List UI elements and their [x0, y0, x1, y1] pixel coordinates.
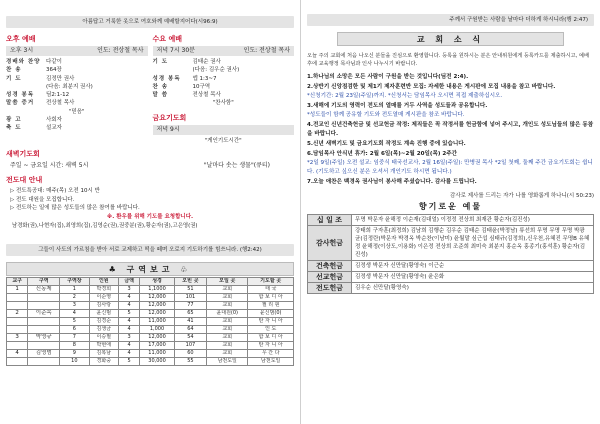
afternoon-order-2 — [6, 116, 148, 133]
offering-verse: 감사로 제사를 드리는 자가 나를 영화롭게 하나니(시 50:23) — [450, 193, 594, 199]
news-item — [307, 140, 594, 149]
table-cell: 박현애 — [89, 341, 118, 349]
table-cell: 4 — [7, 349, 28, 357]
table-cell: 65 — [174, 309, 206, 317]
table-cell: 64 — [174, 325, 206, 333]
group-header-cell: 구역 — [28, 277, 60, 285]
offering-names: 무명 박문자 윤해정 이순재(김대얼) 이정정 전상희 최재관 황순자(김진성) — [352, 215, 594, 226]
table-cell: 함 보 디 아 — [248, 333, 294, 341]
afternoon-label: 성경 봉독 — [6, 92, 35, 99]
table-cell: 김경순 — [89, 317, 118, 325]
wednesday-value: 엡 1:3~7 — [192, 75, 217, 82]
table-cell: 4 — [119, 293, 140, 301]
wednesday-value: 전상철 목사 — [192, 92, 221, 99]
table-cell: 4 — [119, 349, 140, 357]
table-cell: 1,000 — [140, 325, 174, 333]
afternoon-label: 말씀 증거 — [6, 100, 35, 107]
prayer-names: 남경화(권),나현자(집),최영희(집),김영순(권),권중분(권),황순자(권),고은영(권) — [12, 222, 198, 229]
wednesday-label: 성경 봉독 — [152, 75, 181, 82]
table-cell: 17,000 — [140, 341, 174, 349]
table-cell: 2 — [7, 309, 28, 317]
wednesday-leader: 인도: 전상철 목사 — [243, 47, 290, 54]
offering-names: 김정생 박문자 신만달(황영숙) 윤은화 — [352, 272, 594, 283]
news-item — [307, 178, 594, 187]
offering-category: 건축헌금 — [308, 261, 352, 272]
wednesday-time: 저녁 7시 30분 — [156, 47, 195, 54]
table-cell: 이승필 — [89, 333, 118, 341]
afternoon-label: 경배와 찬양 — [6, 59, 41, 65]
table-cell: 4 — [119, 325, 140, 333]
offering-names: 김우순 신만달(황영숙) — [352, 283, 594, 294]
afternoon-value: 딤2:1-12 — [46, 92, 70, 99]
table-cell: 77 — [174, 301, 206, 309]
news-item-text: 4.전교인 신년건축헌금 및 선교헌금 작정: 제직들은 꼭 작정서를 헌금함에 넣어 주시고, 개인도 성도님들의 많은 동참을 바랍니다. — [307, 122, 594, 137]
news-item-note: *신청기간: 2월 23일(주일)까지. *신청서는 담임목사 오시면 직접 제출하십시오. — [307, 93, 503, 99]
afternoon-value: (다음: 최분지 권사) — [46, 83, 93, 90]
afternoon-value: 364장 — [46, 67, 62, 74]
news-intro: 오늘 주의 교회에 처음 나오신 분들을 진심으로 환영합니다. 등록을 원하시는 분은 안내위원에게 등록카드를 제출하시고, 예배 후에 교육행정 목사님과 인사 나누시기 바랍니다. — [307, 53, 589, 67]
news-item-note: *성도들이 함께 공유할 기도와 전도열매 게시판을 참조 바랍니다. — [307, 112, 465, 118]
wednesday-value: (다음: 김우순 권사) — [192, 67, 240, 74]
group-header-cell: 오빈 곳 — [174, 277, 206, 285]
news-item — [307, 83, 594, 101]
afternoon-service-header — [6, 46, 148, 56]
table-cell: 윤신범(0) — [248, 309, 294, 317]
offering-title: 향기로운 예물 — [418, 202, 483, 211]
dawn-time: 주일 ~ 금요일 시간: 새벽 5시 — [10, 162, 89, 170]
afternoon-extra-label: 광 고 — [6, 116, 22, 123]
wednesday-row — [153, 58, 295, 66]
news-item — [307, 150, 594, 177]
wednesday-order — [153, 58, 295, 99]
table-cell: 교회 — [207, 325, 248, 333]
table-row — [7, 349, 294, 357]
dawn-header — [6, 161, 294, 171]
news-list — [307, 73, 594, 187]
group-header-cell: 성경 — [140, 277, 174, 285]
table-cell: 41 — [174, 317, 206, 325]
table-cell — [28, 301, 60, 309]
evangelism-list — [10, 187, 294, 213]
table-cell: 탄 자 니 아 — [248, 317, 294, 325]
table-cell: 6 — [60, 325, 89, 333]
wednesday-row — [153, 66, 295, 74]
afternoon-label: 기 도 — [6, 75, 22, 82]
table-cell — [28, 293, 60, 301]
afternoon-order — [6, 58, 148, 108]
table-cell: 윤신범 — [89, 309, 118, 317]
friday-title: 금요기도회 — [152, 114, 187, 123]
table-row — [7, 301, 294, 309]
news-item-text: 5.신년 새벽기도 및 금요기도회 작정도 계속 진행 중에 있습니다. — [307, 141, 466, 147]
offering-table-body — [308, 215, 594, 294]
wednesday-label: 찬 송 — [152, 83, 169, 90]
offering-row — [308, 283, 594, 294]
table-cell: 55 — [174, 357, 206, 365]
offering-category: 감사헌금 — [308, 226, 352, 261]
group-header-cell: 모일 곳 — [207, 277, 248, 285]
news-item-text: 3.새해에 기도의 영력이 전도의 열매를 거두 사역을 성도들과 공유합니다. — [307, 103, 488, 109]
table-cell: 김생금 — [89, 325, 118, 333]
dawn-title: 새벽기도회 — [6, 150, 40, 159]
table-cell: 함 보 디 아 — [248, 293, 294, 301]
friday-header — [153, 125, 295, 135]
group-report-title: ♣ 구역보고 ♧ — [6, 262, 294, 276]
services-columns — [6, 32, 294, 145]
prayer-request: ※. 환우를 위해 기도를 요청합니다. — [106, 213, 194, 220]
table-cell — [28, 325, 60, 333]
afternoon-extra-row — [6, 116, 148, 124]
table-cell: 인 도 — [248, 325, 294, 333]
table-cell: 8 — [60, 341, 89, 349]
evangelism-item: ▷ 전도 대원을 모집합니다. — [10, 196, 75, 203]
top-verse-left: 아름답고 거룩한 옷으로 여호와께 예배할지어다(시96:9) — [6, 16, 294, 28]
offering-names: 강태희 구자훈(최정희) 김남희 김행순 김우순 김태순 김태윤(박정남) 류선희 무명 무명 무명 박광균(김정란)박문자 박경옥 박순찬(이남미) 윤월말 심근섭 심태규(김정희),신우천,유혜진 무명B 유혜정 윤해정(이상도,이용화) 이은정 전상희 조준희 최미숙 최분지 홍순옥 홍종기(홍석훈) 황순자(김진성) — [352, 226, 594, 261]
news-item-text: 7.오늘 애찬은 백경옥 권사님이 봉사해 주셨습니다. 감사를 드립니다. — [307, 179, 477, 185]
table-row — [7, 317, 294, 325]
afternoon-row — [6, 91, 148, 99]
wednesday-row — [153, 75, 295, 83]
wednesday-value: 김태순 권사 — [192, 59, 221, 65]
afternoon-label: 찬 송 — [6, 67, 22, 74]
table-cell — [7, 293, 28, 301]
table-row — [7, 293, 294, 301]
afternoon-row — [6, 83, 148, 91]
afternoon-service — [6, 32, 148, 145]
table-cell: 박영규 — [28, 333, 60, 341]
table-cell — [28, 357, 60, 365]
table-row — [7, 325, 294, 333]
table-cell: 이준목 — [28, 309, 60, 317]
table-cell: 필 리 핀 — [248, 301, 294, 309]
table-cell: 1,1000 — [140, 285, 174, 293]
table-cell: 교회 — [207, 333, 248, 341]
wednesday-row — [153, 91, 295, 99]
wednesday-service — [153, 32, 295, 145]
wednesday-label — [153, 66, 193, 74]
table-cell: 10 — [60, 357, 89, 365]
table-cell: 4 — [60, 309, 89, 317]
offering-category: 전도헌금 — [308, 283, 352, 294]
group-header-cell: 교구 — [7, 277, 28, 285]
table-cell — [28, 341, 60, 349]
offering-table — [307, 214, 594, 294]
group-report-table — [6, 277, 294, 366]
table-cell: 5 — [119, 357, 140, 365]
table-row — [7, 285, 294, 293]
evangelism-item: ▷ 전도하는 일에 많은 성도들의 많은 참여를 바랍니다. — [10, 205, 140, 212]
table-cell — [7, 325, 28, 333]
afternoon-row — [6, 99, 148, 107]
afternoon-row — [6, 66, 148, 74]
afternoon-extra-value: 사회자 — [46, 116, 62, 123]
table-cell: 3 — [119, 285, 140, 293]
offering-row — [308, 272, 594, 283]
offering-category: 십 일 조 — [308, 215, 352, 226]
table-cell: 교회 — [207, 293, 248, 301]
table-cell: 교회 — [207, 317, 248, 325]
table-cell: 신동제 — [28, 285, 60, 293]
table-cell: 12,000 — [140, 293, 174, 301]
table-cell: 1 — [60, 285, 89, 293]
table-cell — [7, 341, 28, 349]
afternoon-extra-row — [6, 124, 148, 132]
table-cell: 김복남 — [89, 349, 118, 357]
afternoon-extra-value: 설교자 — [46, 125, 62, 132]
offering-category: 선교헌금 — [308, 272, 352, 283]
offering-row — [308, 215, 594, 226]
table-cell: 7 — [60, 333, 89, 341]
table-cell: 12,000 — [140, 333, 174, 341]
wednesday-label: 말 씀 — [152, 92, 169, 99]
table-cell: 태 국 — [248, 285, 294, 293]
afternoon-service-title: 오후 예배 — [6, 35, 36, 43]
right-page — [300, 0, 600, 424]
table-cell: 4 — [119, 301, 140, 309]
table-row — [7, 357, 294, 365]
group-table-header — [7, 277, 294, 285]
table-cell: 12,000 — [140, 301, 174, 309]
table-cell: 11,000 — [140, 317, 174, 325]
afternoon-row — [6, 58, 148, 66]
news-item — [307, 102, 594, 120]
offering-row — [308, 226, 594, 261]
group-header-cell: 인원 — [89, 277, 118, 285]
friday-time: 저녁 9시 — [156, 126, 180, 134]
news-title: 교 회 소 식 — [337, 32, 564, 46]
bottom-verse-left: 그들이 사도의 가르침을 받아 서로 교제하고 떡을 떼며 오로지 기도하기를 힘쓰니라. (행2:42) — [6, 244, 294, 256]
table-cell: 교회 — [207, 349, 248, 357]
table-cell: 107 — [174, 341, 206, 349]
table-row — [7, 333, 294, 341]
table-cell: 5 — [60, 317, 89, 325]
wednesday-label: 기 도 — [152, 59, 169, 65]
afternoon-leader: 인도: 전상철 목사 — [97, 47, 144, 54]
table-cell: 남천도일 — [248, 357, 294, 365]
table-cell: 4 — [119, 317, 140, 325]
table-cell: 60 — [174, 349, 206, 357]
table-cell: 3 — [119, 333, 140, 341]
news-item — [307, 121, 594, 139]
group-header-cell: 금액 — [119, 277, 140, 285]
news-item-text: 2.상반기 신앙점검한 및 제1기 제자훈련반 모집: 자세한 내용은 게시판에 모집 내용을 참고 바랍니다. — [307, 84, 556, 90]
afternoon-value: 다같이 — [46, 59, 62, 65]
wednesday-service-header — [153, 46, 295, 56]
table-cell — [7, 301, 28, 309]
table-cell: 경화중 — [89, 357, 118, 365]
table-row — [7, 309, 294, 317]
evangelism-title: 전도대 안내 — [6, 176, 43, 185]
table-cell: 4 — [119, 341, 140, 349]
table-cell: 101 — [174, 293, 206, 301]
table-cell: 우 간 다 — [248, 349, 294, 357]
wednesday-service-title: 수요 예배 — [152, 35, 182, 43]
table-cell: 박경희 — [89, 285, 118, 293]
afternoon-row — [6, 75, 148, 83]
table-cell: 9 — [60, 349, 89, 357]
group-header-cell: 구역장 — [60, 277, 89, 285]
table-cell: 3 — [7, 333, 28, 341]
table-cell: 5 — [119, 309, 140, 317]
wednesday-value: 10구역 — [192, 83, 211, 90]
dawn-theme: "날마다 솟는 생물"(큐티) — [203, 162, 270, 170]
news-item-text: 6.담임목사 안식년 휴가: 2월 6일(목)~2월 20일(목) 2주간 — [307, 151, 458, 157]
table-cell — [7, 357, 28, 365]
afternoon-extra-label: 축 도 — [6, 125, 22, 132]
news-item-text: 1.하나님의 소망은 모든 사람이 구원을 받는 것입니다(딤전 2:4). — [307, 74, 469, 80]
table-cell: 1 — [7, 285, 28, 293]
afternoon-time: 오후 3시 — [10, 47, 34, 54]
table-cell: 교회 — [207, 285, 248, 293]
afternoon-sermon: "믿음" — [68, 108, 85, 115]
afternoon-label — [6, 83, 46, 91]
group-header-cell: 기도할 곳 — [248, 277, 294, 285]
afternoon-value: 전상철 목사 — [46, 100, 75, 107]
news-item-note: *2일 9일(주일) 오전 설교: 임중식 태국선교사, 2월 16일(주일): 만병권 목사 *2일 첫째, 둘째 주간 금요기도회는 쉽니다. (기도하고 싶으신 분은 오셔서 개인기도 하시면 됩니다.) — [307, 160, 593, 175]
table-cell: 54 — [174, 333, 206, 341]
table-cell: 김영범 — [28, 349, 60, 357]
table-cell: 교회 — [207, 301, 248, 309]
wednesday-row — [153, 83, 295, 91]
news-item — [307, 73, 594, 82]
table-cell: 윤대원(0) — [207, 309, 248, 317]
table-cell: 이순영 — [89, 293, 118, 301]
table-cell: 남천도일 — [207, 357, 248, 365]
table-cell: 30,000 — [140, 357, 174, 365]
table-cell: 51 — [174, 285, 206, 293]
table-cell: 탄 자 니 아 — [248, 341, 294, 349]
table-cell — [7, 317, 28, 325]
friday-sermon: "게인기도시간" — [204, 138, 242, 145]
wednesday-sermon: "찬사함" — [212, 100, 234, 107]
table-cell: 교회 — [207, 341, 248, 349]
table-cell: 3 — [60, 301, 89, 309]
top-verse-right: 주께서 구원받는 사람을 날마다 더하게 하시니라(행 2:47) — [307, 14, 594, 26]
table-row — [7, 341, 294, 349]
offering-row — [308, 261, 594, 272]
offering-names: 김정생 박문자 신만달(황영숙) 이근순 — [352, 261, 594, 272]
evangelism-item: ▷ 전도특공대: 매주(목) 오전 10시 반 — [10, 188, 100, 195]
table-cell: 11,000 — [140, 349, 174, 357]
table-cell — [28, 317, 60, 325]
table-cell: 2 — [60, 293, 89, 301]
afternoon-value: 김정만 권사 — [46, 75, 75, 82]
table-cell: 12,000 — [140, 309, 174, 317]
table-cell: 김사랑 — [89, 301, 118, 309]
group-table-body — [7, 285, 294, 365]
